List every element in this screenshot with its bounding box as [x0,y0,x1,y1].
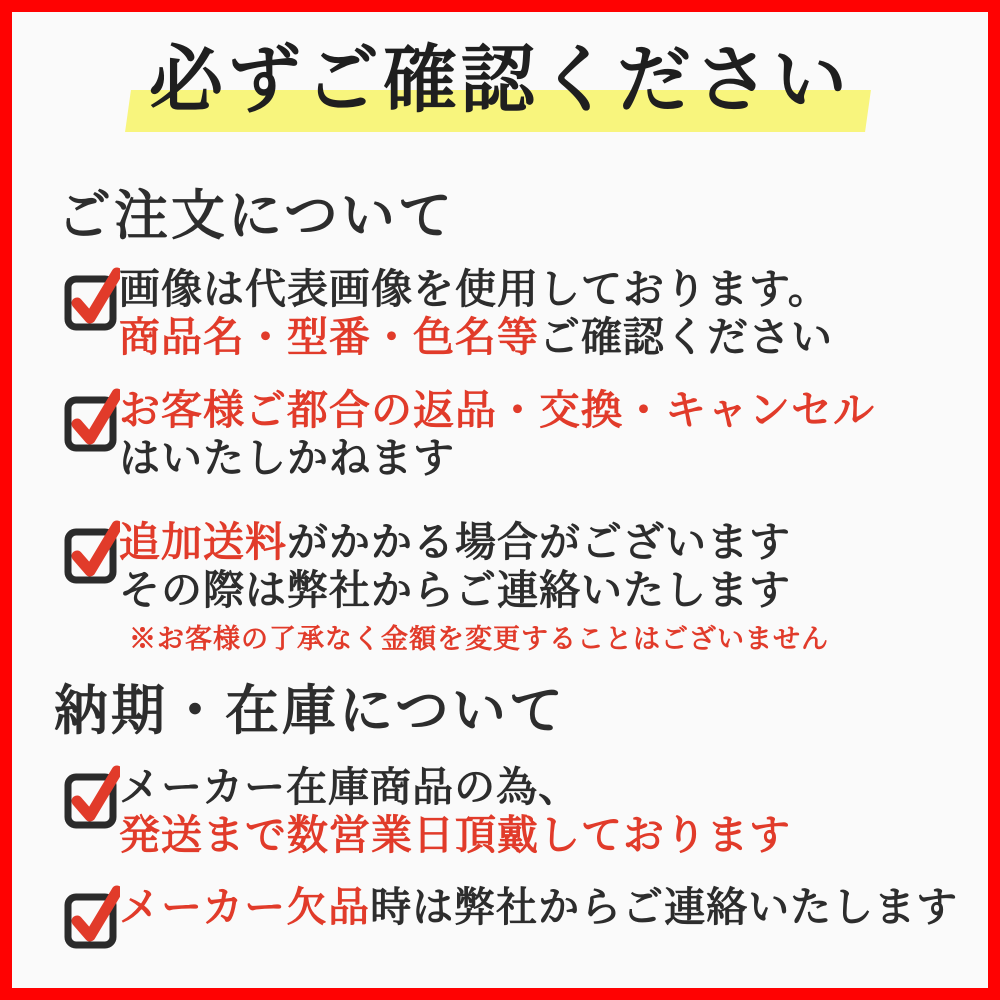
item-line [119,763,791,811]
checkbox-checked-icon [64,518,120,584]
section-heading-order: ご注文について [57,186,455,246]
item-text: その際は弊社からご連絡いたします [119,567,791,613]
item-text: メーカー在庫商品の為、 [119,764,581,810]
checkbox-checked-icon [64,763,120,829]
item-line [119,883,958,931]
item-note: ※お客様の了承なく金額を変更することはございません [129,624,829,654]
checkbox-checked-icon [64,883,120,949]
item-text: はいたしかねます [119,435,455,481]
item-text-emphasis: メーカー欠品 [119,884,371,930]
item-line [119,386,875,434]
checklist-item-image [64,265,833,361]
item-text-emphasis: お客様ご都合の返品・交換・キャンセル [119,387,875,433]
checklist-item-cancel [64,386,875,482]
item-line [119,566,829,614]
checklist-item-leadtime [64,763,791,859]
checkbox-checked-icon [64,265,120,331]
item-line [119,811,791,859]
item-line [119,265,833,313]
item-text-emphasis: 発送まで数営業日頂戴しております [119,812,791,858]
section-heading-stock: 納期・在庫について [54,681,566,741]
item-text: 時は弊社からご連絡いたします [370,884,959,930]
item-line [119,313,833,361]
item-line [119,434,875,482]
title-block [12,42,988,122]
item-text: がかかる場合がございます [287,519,791,565]
item-text: 画像は代表画像を使用しております。 [119,266,830,312]
item-text: ご確認ください [539,314,833,360]
checklist-item-shipping [64,518,829,659]
checklist-item-shortage [64,883,958,931]
page-title: 必ずご確認ください [149,40,851,122]
checkbox-checked-icon [64,386,120,452]
item-text-emphasis: 追加送料 [119,519,287,565]
item-text-emphasis: 商品名・型番・色名等 [119,314,539,360]
item-line [119,518,829,566]
